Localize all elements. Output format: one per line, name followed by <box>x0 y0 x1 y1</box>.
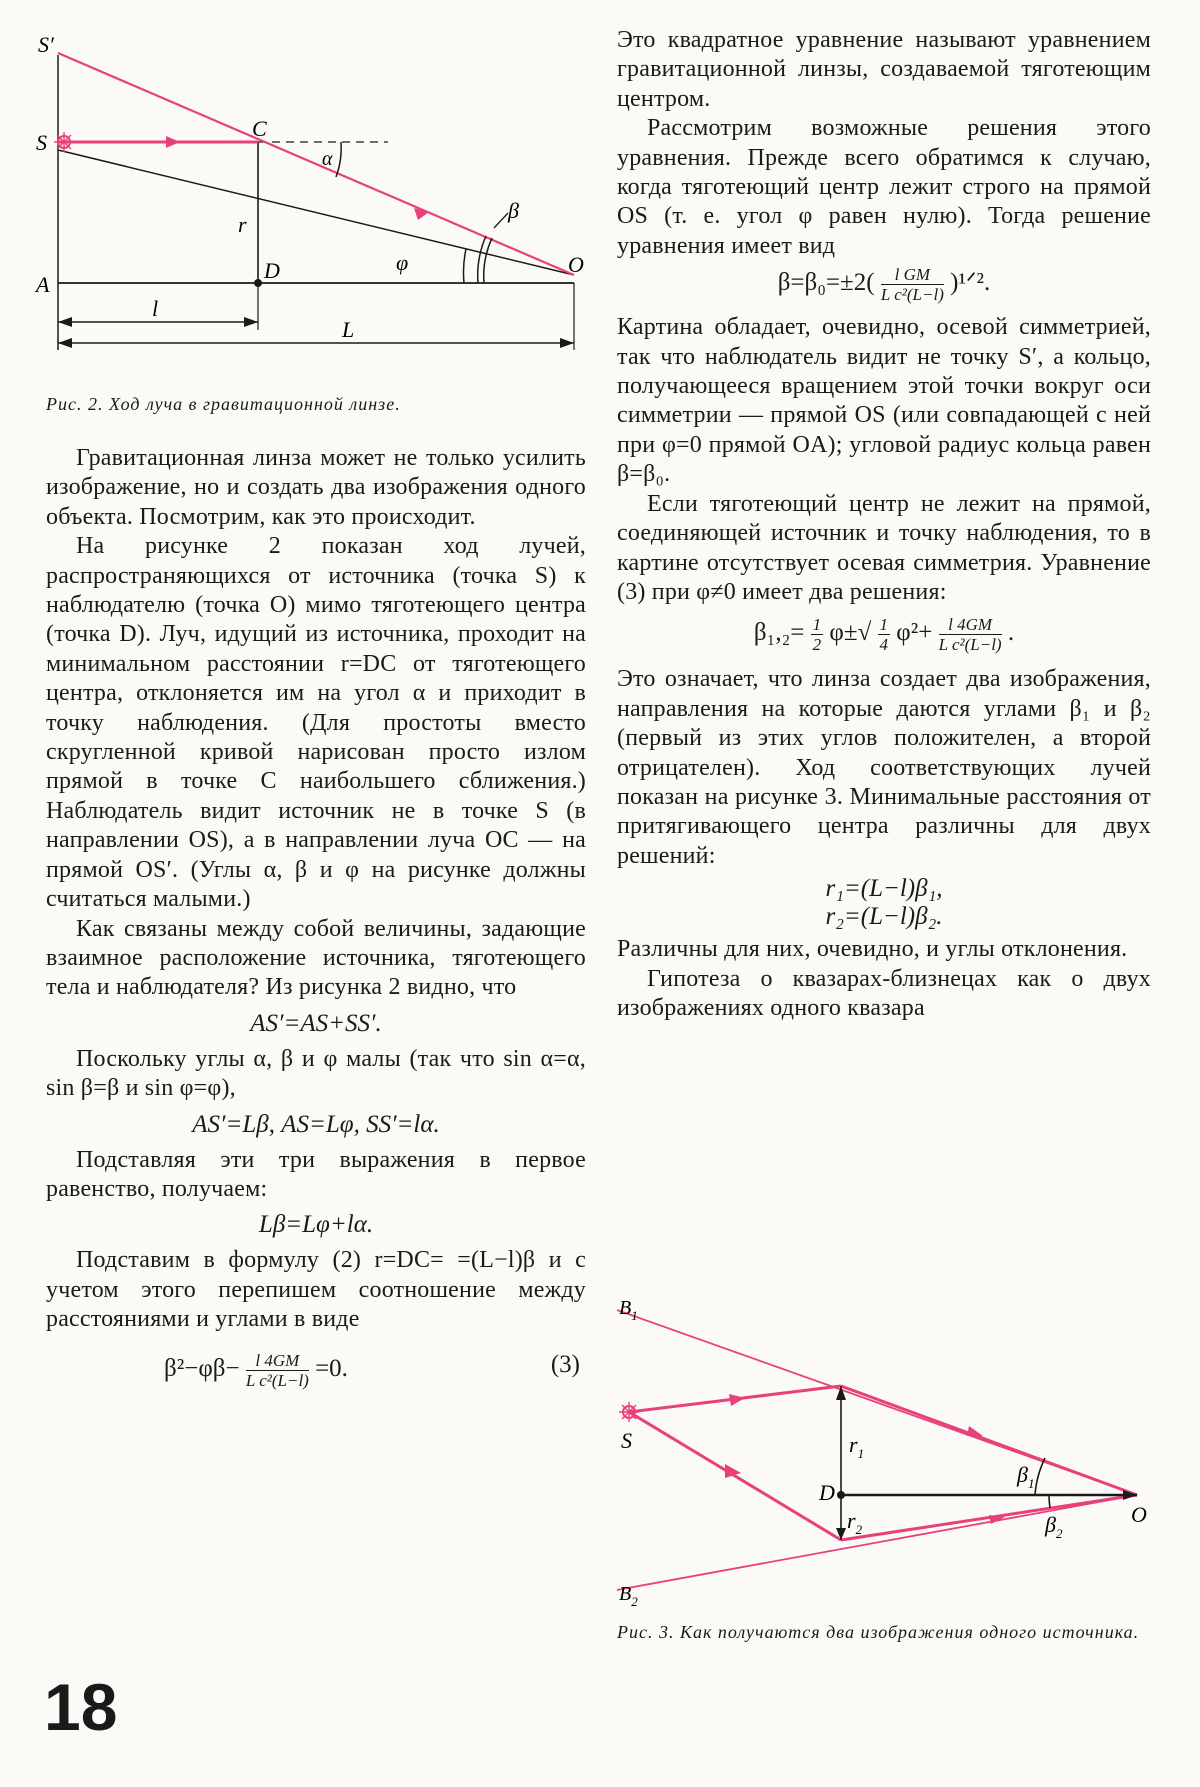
quarter-fraction <box>878 615 891 654</box>
beta-leader <box>494 213 508 228</box>
right-paragraph-5: Это означает, что линза создает два изображения, направления на которые даются углами β₁ и β₂ (первый из этих углов положителен, а второй отрицателен). Ход соответствующих лучей показан на рисунке 3. Минимальные расстояния от притягивающего центра различны для двух решений: <box>617 666 1151 869</box>
label-b2: $B_2$ <box>619 1583 638 1609</box>
half-denominator: 2 <box>812 635 822 655</box>
phi-arc <box>463 249 466 283</box>
lens-eq-fraction <box>246 1351 309 1390</box>
label-s-prime: S′ <box>38 32 54 57</box>
label-r: r <box>238 212 247 237</box>
quarter-numerator: 1 <box>879 615 889 635</box>
ray-lower-o <box>841 1495 1137 1540</box>
label-l: l <box>152 296 159 321</box>
beta1-arc <box>1035 1458 1045 1495</box>
formula-r2: r₂=(L−l)β₂. <box>825 903 943 931</box>
formula-as-prime: AS′=AS+SS′. <box>250 1009 382 1037</box>
ray-s-lower <box>629 1412 841 1540</box>
label-d: D <box>264 258 280 283</box>
ray-arrow-1 <box>166 136 180 148</box>
beta0-left: β=β₀=±2( <box>777 269 875 297</box>
solutions-lens-denominator: L c²(L−l) <box>938 635 1002 655</box>
half-fraction <box>811 615 824 654</box>
lens-eq-numerator: l 4GM <box>246 1351 309 1371</box>
right-paragraph-3: Картина обладает, очевидно, осевой симметрией, так что наблюдатель видит не точку S′, а кольцо, получающееся вращением этой точки вокруг оси симметрии — прямой OS (или совпадающей с ней при φ=0 прямой OA); угловой радиус кольца равен β=β₀. <box>617 314 1151 488</box>
left-paragraph-1: Гравитационная линза может не только усилить изображение, но и создать два изображения одного объекта. Посмотрим, как это происходит. <box>46 445 586 530</box>
label-alpha: α <box>322 148 333 170</box>
beta2-arc <box>1049 1495 1050 1508</box>
right-paragraph-1: Это квадратное уравнение называют уравнением гравитационной линзы, создаваемой тяготеющим центром. <box>617 27 1151 112</box>
arrow-upper-2 <box>967 1426 983 1436</box>
label-phi: φ <box>396 250 409 275</box>
figure-3-caption: Рис. 3. Как получаются два изображения одного источника. <box>617 1622 1140 1642</box>
label-beta1: $\beta_1$ <box>1017 1462 1035 1491</box>
line-b2-o <box>617 1495 1137 1590</box>
solutions-mid: φ±√ <box>829 619 872 647</box>
label-d: D <box>819 1480 835 1505</box>
formula-lens-equation <box>46 1341 586 1397</box>
beta0-fraction <box>881 265 944 304</box>
label-s: S <box>36 130 47 155</box>
right-paragraph-7: Гипотеза о квазарах-близнецах как о двух изображениях одного квазара <box>617 965 1151 1021</box>
left-paragraph-4: Поскольку углы α, β и φ малы (так что sin α=α, sin β=β и sin φ=φ), <box>46 1045 586 1102</box>
formula-beta-zero <box>617 265 1151 311</box>
beta0-numerator: l GM <box>881 265 944 285</box>
left-paragraph-5: Подставляя эти три выражения в первое равенство, получаем: <box>46 1146 586 1202</box>
label-o: O <box>1131 1502 1147 1527</box>
beta0-denominator: L c²(L−l) <box>880 285 944 305</box>
label-a: A <box>36 272 50 297</box>
arrow-upper-1 <box>729 1394 745 1406</box>
formula-r1: r₁=(L−l)β₁, <box>825 875 943 903</box>
beta0-right: )¹ᐟ². <box>950 269 991 297</box>
lens-eq-denominator: L c²(L−l) <box>245 1370 309 1390</box>
lens-eq-right: =0. <box>315 1354 348 1382</box>
right-paragraph-2: Рассмотрим возможные решения этого уравнения. Прежде всего обратимся к случаю, когда тяготеющий центр лежит строго на прямой OS (т. е. угол φ равен нулю). Тогда решение уравнения имеет вид <box>617 115 1151 259</box>
label-beta: β <box>508 198 519 223</box>
equation-number: (3) <box>550 1350 580 1378</box>
label-b1: $B_1$ <box>619 1297 638 1323</box>
left-paragraph-6: Подставим в формулу (2) r=DC= =(L−l)β и с учетом этого перепишем соотношение между расстояниями и углами в виде <box>46 1247 586 1333</box>
formula-substitutions: AS′=Lβ, AS=Lφ, SS′=lα. <box>192 1110 440 1138</box>
label-s: S <box>621 1428 632 1453</box>
solutions-lens-fraction <box>939 615 1002 654</box>
line-so <box>58 150 574 275</box>
left-paragraph-2: На рисунке 2 показан ход лучей, распространяющихся от источника (точка S) к наблюдателю (точка O) мимо тяготеющего центра (точка D). Луч, идущий из источника, проходит на минимальном расстоянии r=DC от тяготеющего центра, отклоняется им на угол α и приходит в точку наблюдения. (Для простоты вместо скругленной кривой нарисован просто излом прямой в точке C наибольшего сближения.) Наблюдатель видит источник не в точке S (в направлении OS), а в направлении луча OC — на прямой OS′. (Углы α, β и φ на рисунке должны считаться малыми.) <box>46 533 586 913</box>
point-d <box>837 1491 845 1499</box>
label-o: O <box>568 252 584 277</box>
quarter-denominator: 4 <box>879 635 889 655</box>
solutions-end: . <box>1007 619 1015 647</box>
label-c: C <box>252 116 267 141</box>
label-big-l: L <box>342 317 355 342</box>
left-paragraph-3: Как связаны между собой величины, задающие взаимное расположение источника, тяготеющего тела и наблюдателя? Из рисунка 2 видно, что <box>46 915 586 1001</box>
solutions-lens-numerator: l 4GM <box>939 615 1002 635</box>
label-beta2: $\beta_2$ <box>1045 1512 1063 1541</box>
right-paragraph-4: Если тяготеющий центр не лежит на прямой, соединяющей источник и точку наблюдения, то в картине отсутствует осевая симметрия. Уравнение (3) при φ≠0 имеет два решения: <box>617 490 1151 605</box>
page-number: 18 <box>44 1670 118 1744</box>
solutions-plus: φ²+ <box>896 619 933 647</box>
half-numerator: 1 <box>812 615 822 635</box>
label-r2: $r_2$ <box>847 1508 863 1537</box>
figure-2-diagram <box>36 0 586 350</box>
lens-eq-left: β²−φβ− <box>164 1354 240 1382</box>
solutions-left: β₁,₂= <box>753 619 805 647</box>
figure-3-diagram <box>617 1290 1151 1610</box>
label-r1: $r_1$ <box>849 1432 865 1461</box>
beta-arc-2 <box>484 238 492 283</box>
formula-two-solutions <box>617 615 1151 661</box>
ray-s-prime-o <box>58 53 574 275</box>
ray-upper-o <box>841 1386 1137 1495</box>
formula-l-beta: Lβ=Lφ+lα. <box>258 1211 374 1239</box>
figure-2-caption: Рис. 2. Ход луча в гравитационной линзе. <box>46 394 401 414</box>
right-paragraph-6: Различны для них, очевидно, и углы отклонения. <box>617 936 1128 963</box>
